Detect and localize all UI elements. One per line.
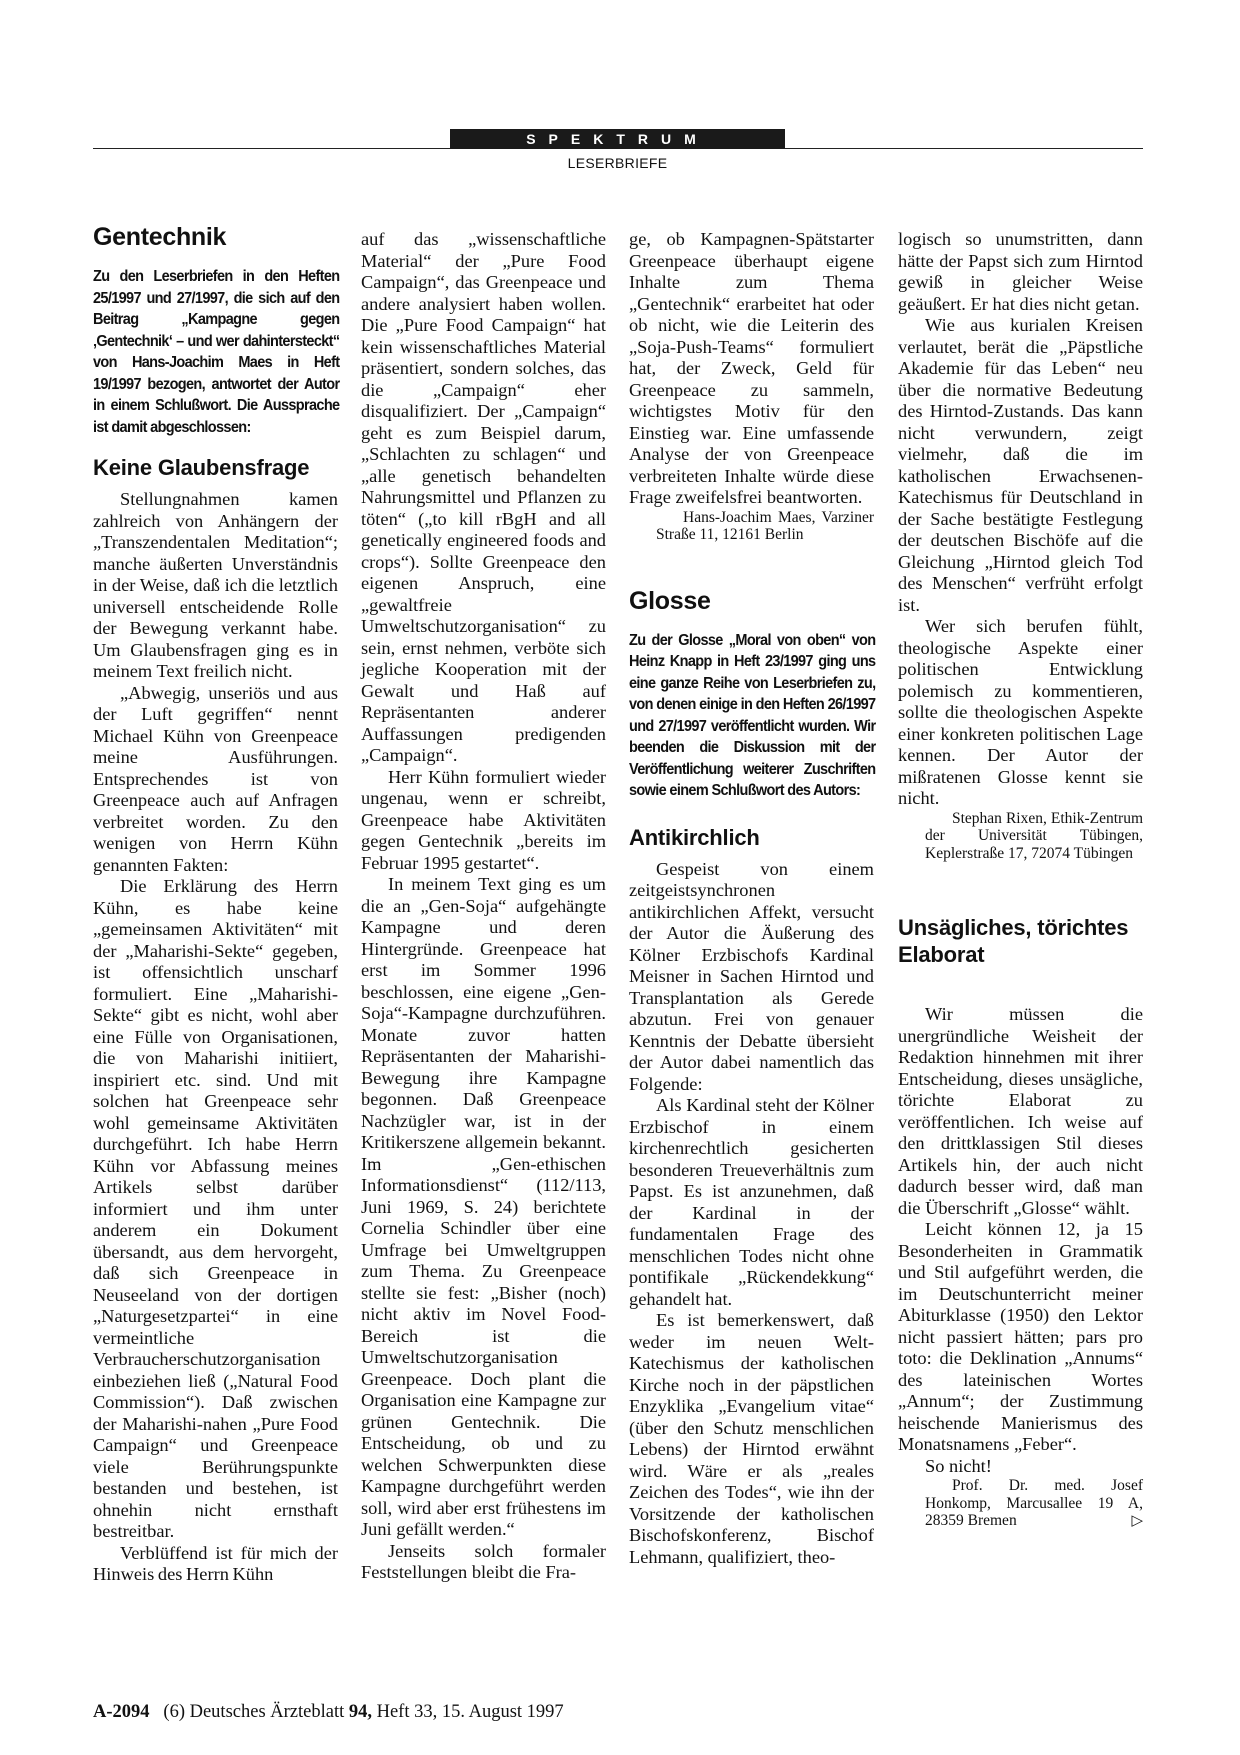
letter-title-antikirchlich: Antikirchlich xyxy=(629,824,760,850)
paragraph: Gespeist von einem zeitgeistsynchronen antikirchlichen Affekt, versucht der Autor die Äußerung des Kölner Erzbischofs Kardinal Meisner in Sachen Hirntod und Transplantation als Gerede abzutun. Frei von genauer Kenntnis der Debatte übersieht der Autor dabei namentlich das Folgende: xyxy=(629,858,874,1094)
letter-title-keine-glaubensfrage: Keine Glaubensfrage xyxy=(93,455,310,480)
paragraph: So nicht! xyxy=(925,1455,992,1476)
letter-title-unsaegliches: Unsägliches, törichtes Elaborat xyxy=(898,915,1129,967)
issue-date: Heft 33, 15. August 1997 xyxy=(376,1702,564,1722)
column-1 xyxy=(93,222,338,1586)
page-footer xyxy=(93,1702,564,1723)
journal-name: Deutsches Ärzteblatt xyxy=(189,1702,345,1722)
column-4 xyxy=(898,229,1143,1530)
signature-text: Prof. Dr. med. Josef Honkomp, Marcusallee 19 A, 28359 Bremen xyxy=(925,1477,1143,1529)
section-title-gentechnik: Gentechnik xyxy=(93,223,227,251)
paragraph: Jenseits solch formaler Feststellungen bleibt die Fra- xyxy=(361,1540,606,1582)
rubrik-label: LESERBRIEFE xyxy=(567,155,668,171)
paragraph: Herr Kühn formuliert wieder ungenau, wenn er schreibt, Greenpeace habe Aktivitäten gegen Gentechnik „bereits im Februar 1995 gestartet“. xyxy=(361,766,606,873)
triangle-right-outline-icon: ▷ xyxy=(1131,1511,1143,1529)
paragraph: Wie aus kurialen Kreisen verlautet, berät die „Päpstliche Akademie für das Leben“ neu über die normative Bedeutung des Hirntod-Zustands. Das kann nicht verwundern, zeigt vielmehr, daß die im katholischen Erwachsenen-Katechismus für Deutschland in der Sache bestätigte Festlegung der deutschen Bischöfe auf die Gleichung „Hirntod gleich Tod des Menschen“ verfrüht erfolgt ist. xyxy=(898,315,1143,615)
intro-gentechnik: Zu den Leserbriefen in den Heften 25/1997 und 27/1997, die sich auf den Beitrag „Kampagne gegen ‚Gentechnik‘ – und wer dahintersteckt“ von Hans-Joachim Maes in Heft 19/1997 bezogen, antwortet der Autor in einem Schlußwort. Die Aussprache ist damit abgeschlossen: xyxy=(93,268,340,436)
column-3 xyxy=(629,229,874,1568)
paragraph-continued: auf das „wissenschaftliche Material“ der „Pure Food Campaign“, das Greenpeace und andere analysiert haben wollen. Die „Pure Food Campaign“ hat kein wissenschaftliches Material präsentiert, sondern solches, das die „Campaign“ eher disqualifiziert. Der „Campaign“ geht es zum Beispiel darum, „Schlachten zu schlagen“ und „alle genetisch behandelten Nahrungsmittel und Pflanzen zu töten“ („to kill rBgH and all genetically engineered foods and crops“). Sollte Greenpeace den eigenen Anspruch, eine „gewaltfreie Umweltschutzorganisation“ zu sein, ernst nehmen, verböte sich jegliche Kooperation mit der Gewalt und Haß auf Repräsentanten anderer Auffassungen predigenden „Campaign“. xyxy=(361,229,606,765)
paragraph: Wir müssen die unergründliche Weisheit der Redaktion hinnehmen mit ihrer Entscheidung, dieses unsägliche, törichte Elaborat zu veröffentlichen. Ich weise auf den drittklassigen Stil dieses Artikels hin, der auch nicht dadurch besser wird, daß man die Überschrift „Glosse“ wählt. xyxy=(898,1004,1143,1218)
paragraph-continued: logisch so unumstritten, dann hätte der Papst sich zum Hirntod gewiß in gleicher Weise geäußert. Er hat dies nicht getan. xyxy=(898,229,1143,314)
paragraph-continued: ge, ob Kampagnen-Spätstarter Greenpeace überhaupt eigene Inhalte zum Thema „Gentechnik“ erarbeitet hat oder ob nicht, wie die Leiterin des „Soja-Push-Teams“ formuliert hat, der Zweck, Geld für Greenpeace zu sammeln, wichtigstes Motiv für den Einstieg war. Eine umfassende Analyse der von Greenpeace verbreiteten Inhalte würde diese Frage zweifelsfrei beantworten. xyxy=(629,229,874,507)
ressort-bar: SPEKTRUM xyxy=(450,129,785,149)
paragraph xyxy=(93,1543,338,1586)
local-page-number: (6) xyxy=(163,1702,185,1722)
column-2 xyxy=(361,229,606,1584)
paragraph: Es ist bemerkenswert, daß weder im neuen Welt-Katechismus der katholischen Kirche noch in der päpstlichen Enzyklika „Evangelium vitae“ (über den Schutz menschlichen Lebens) der Hirntod erwähnt wird. Wäre er als „reales Zeichen des Todes“, wie ihn der Vorsitzende der katholischen Bischofskonferenz, Bischof Lehmann, qualifiziert, theo- xyxy=(629,1310,874,1567)
paragraph-text: Verblüffend ist für mich der Hinweis des Herrn Kühn xyxy=(93,1542,338,1584)
paragraph: Die Erklärung des Herrn Kühn, es habe keine „gemeinsamen Aktivitäten“ mit der „Maharishi-Sekte“ gegeben, ist offensichtlich unscharf formuliert. Eine „Maharishi-Sekte“ gibt es nicht, wohl aber eine Fülle von Organisationen, die von Maharishi initiiert, inspiriert etc. sind. Und mit solchen hat Greenpeace sehr wohl gemeinsame Aktivitäten durchgeführt. Ich habe Herrn Kühn vor Abfassung meines Artikels selbst darüber informiert und ihm unter anderem ein Dokument übersandt, aus dem hervorgeht, daß sich Greenpeace in Neuseeland von der dortigen „Naturgesetzpartei“ in eine vermeintliche Verbraucherschutzorganisation einbeziehen ließ („Natural Food Commission“). Daß zwischen der Maharishi-nahen „Pure Food Campaign“ und Greenpeace viele Berührungspunkte bestanden und bestehen, ist ohnehin nicht ernsthaft bestreitbar. xyxy=(93,876,338,1541)
intro-glosse: Zu der Glosse „Moral von oben“ von Heinz Knapp in Heft 23/1997 ging uns eine ganze Reihe von Leserbriefen zu, von denen einige in den Heften 26/1997 und 27/1997 veröffentlicht wurden. Wir beenden die Diskussion mit der Veröffentlichung weiterer Zuschriften sowie einem Schlußwort des Autors: xyxy=(629,631,876,799)
paragraph: Stellungnahmen kamen zahlreich von Anhängern der „Transzendentalen Meditation“; manche äußerten Unverständnis in der Weise, daß ich die letztlich universell entscheidende Rolle der Bewegung verkannt habe. Um Glaubensfragen ging es in meinem Text freilich nicht. xyxy=(93,489,338,681)
paragraph: „Abwegig, unseriös und aus der Luft gegriffen“ nennt Michael Kühn von Greenpeace meine Ausführungen. Entsprechendes ist von Greenpeace auch auf Anfragen verbreitet worden. Zu den wenigen von Herrn Kühn genannten Fakten: xyxy=(93,682,338,875)
paragraph: Leicht können 12, ja 15 Besonderheiten in Grammatik und Stil aufgeführt werden, die im Deutschunterricht meiner Abiturklasse (1950) den Lektor nicht passiert hätten; pars pro toto: die Deklination „Annums“ des lateinischen Wortes „Annum“; der Zustimmung heischende Manierismus des Monatsnamens „Feber“. xyxy=(898,1219,1143,1454)
paragraph: Als Kardinal steht der Kölner Erzbischof in einem kirchenrechtlich gesicherten besonderen Treueverhältnis zum Papst. Es ist anzunehmen, daß der Kardinal in der fundamentalen Frage des menschlichen Todes nicht ohne pontifikale „Rückendekkung“ gehandelt hat. xyxy=(629,1095,874,1309)
signature-rixen: Stephan Rixen, Ethik-Zentrum der Universität Tübingen, Keplerstraße 17, 72074 Tübingen xyxy=(925,809,1143,862)
paragraph: Wer sich berufen fühlt, theologische Aspekte einer politischen Entwicklung polemisch zu kommentieren, sollte die theologischen Aspekte einer konkreten politischen Lage kennen. Der Autor der mißratenen Glosse kennt sie nicht. xyxy=(898,616,1143,808)
volume-number: 94, xyxy=(348,1702,372,1722)
signature-maes: Hans-Joachim Maes, Varziner Straße 11, 12161 Berlin xyxy=(656,508,874,543)
paragraph: In meinem Text ging es um die an „Gen-Soja“ aufgehängte Kampagne und deren Hintergründe. Greenpeace hat erst im Sommer 1996 beschlossen, eine eigene „Gen-Soja“-Kampagne durchzuführen. Monate zuvor hatten Repräsentanten der Maharishi-Bewegung ihre Kampagne begonnen. Daß Greenpeace Nachzügler war, ist in der Kritikerszene allgemein bekannt. Im „Gen-ethischen Informationsdienst“ (112/113, Juni 1969, S. 24) berichtete Cornelia Schindler über eine Umfrage bei Umweltgruppen zum Thema. Zu Greenpeace stellte sie fest: „Bisher (noch) nicht aktiv im Novel Food-Bereich ist die Umweltschutzorganisation Greenpeace. Doch plant die Organisation eine Kampagne zur grünen Gentechnik. Die Entscheidung, ob und zu welchen Schwerpunkten diese Kampagne durchgeführt werden soll, wird aber erst frühestens im Juni gefällt werden.“ xyxy=(361,874,606,1539)
section-title-glosse: Glosse xyxy=(629,586,711,615)
page-number: A-2094 xyxy=(93,1702,150,1722)
signature-honkomp xyxy=(898,1477,1143,1530)
